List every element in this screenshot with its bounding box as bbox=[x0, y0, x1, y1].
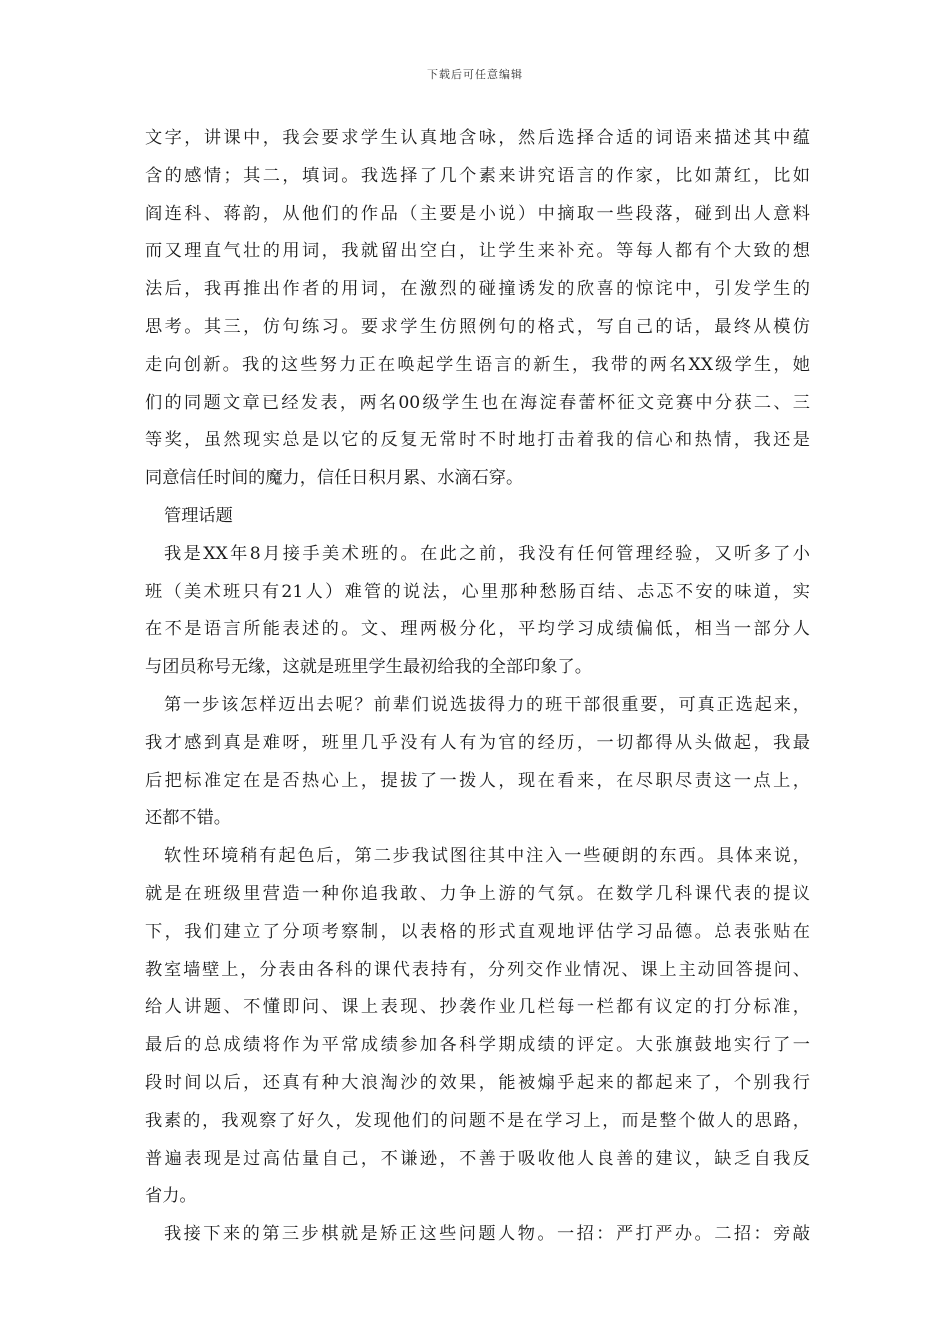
text-line: 与团员称号无缘，这就是班里学生最初给我的全部印象了。 bbox=[145, 657, 592, 678]
text-line: 而又理直气壮的用词，我就留出空白，让学生来补充。等每人都有个大致的想 bbox=[145, 241, 810, 262]
text-line: 我才感到真是难呀，班里几乎没有人有为官的经历，一切都得从头做起，我最 bbox=[145, 732, 810, 753]
text-line: 班（美术班只有21人）难管的说法，心里那种愁肠百结、忐忑不安的味道，实 bbox=[145, 581, 810, 602]
text-line: 就是在班级里营造一种你追我敢、力争上游的气氛。在数学几科课代表的提议 bbox=[145, 883, 810, 904]
paragraph-first-line: 我是XX年8月接手美术班的。在此之前，我没有任何管理经验，又听多了小 bbox=[164, 543, 810, 564]
paragraph-first-line: 我接下来的第三步棋就是矫正这些问题人物。一招：严打严办。二招：旁敲 bbox=[164, 1224, 810, 1245]
text-line: 给人讲题、不懂即问、课上表现、抄袭作业几栏每一栏都有议定的打分标准， bbox=[145, 997, 810, 1018]
text-line: 教室墙壁上，分表由各科的课代表持有，分列交作业情况、课上主动回答提问、 bbox=[145, 959, 810, 980]
text-line: 普遍表现是过高估量自己，不谦逊，不善于吸收他人良善的建议，缺乏自我反 bbox=[145, 1148, 810, 1169]
text-line: 等奖，虽然现实总是以它的反复无常时不时地打击着我的信心和热情，我还是 bbox=[145, 430, 810, 451]
document-body bbox=[145, 120, 810, 1254]
text-line: 法后，我再推出作者的用词，在激烈的碰撞诱发的欣喜的惊诧中，引发学生的 bbox=[145, 279, 810, 300]
text-line: 文字，讲课中，我会要求学生认真地含咏，然后选择合适的词语来描述其中蕴 bbox=[145, 128, 810, 148]
text-line: 同意信任时间的魔力，信任日积月累、水滴石穿。 bbox=[145, 468, 524, 489]
paragraph-first-line: 软性环境稍有起色后，第二步我试图往其中注入一些硬朗的东西。具体来说， bbox=[164, 846, 810, 867]
text-line: 阎连科、蒋韵，从他们的作品（主要是小说）中摘取一些段落，碰到出人意料 bbox=[145, 203, 810, 224]
section-heading: 管理话题 bbox=[164, 505, 233, 526]
text-line: 们的同题文章已经发表，两名00级学生也在海淀春蕾杯征文竞赛中分获二、三 bbox=[145, 392, 810, 413]
text-line: 含的感情；其二，填词。我选择了几个素来讲究语言的作家，比如萧红，比如 bbox=[145, 165, 810, 186]
text-line: 还都不错。 bbox=[145, 808, 231, 829]
text-line: 在不是语言所能表述的。文、理两极分化，平均学习成绩偏低，相当一部分人 bbox=[145, 619, 810, 640]
paragraph-first-line: 第一步该怎样迈出去呢？前辈们说选拔得力的班干部很重要，可真正选起来， bbox=[164, 694, 810, 715]
text-line: 下，我们建立了分项考察制，以表格的形式直观地评估学习品德。总表张贴在 bbox=[145, 921, 810, 942]
page-header: 下载后可任意编辑 bbox=[427, 68, 523, 81]
text-line: 我素的，我观察了好久，发现他们的问题不是在学习上，而是整个做人的思路， bbox=[145, 1110, 810, 1131]
text-line: 省力。 bbox=[145, 1186, 197, 1207]
text-line: 思考。其三，仿句练习。要求学生仿照例句的格式，写自己的话，最终从模仿 bbox=[145, 316, 810, 337]
text-line: 走向创新。我的这些努力正在唤起学生语言的新生，我带的两名XX级学生，她 bbox=[145, 354, 810, 375]
text-line: 段时间以后，还真有种大浪淘沙的效果，能被煽乎起来的都起来了，个别我行 bbox=[145, 1072, 810, 1093]
text-line: 后把标准定在是否热心上，提拔了一拨人，现在看来，在尽职尽责这一点上， bbox=[145, 770, 810, 791]
text-line: 最后的总成绩将作为平常成绩参加各科学期成绩的评定。大张旗鼓地实行了一 bbox=[145, 1035, 810, 1056]
